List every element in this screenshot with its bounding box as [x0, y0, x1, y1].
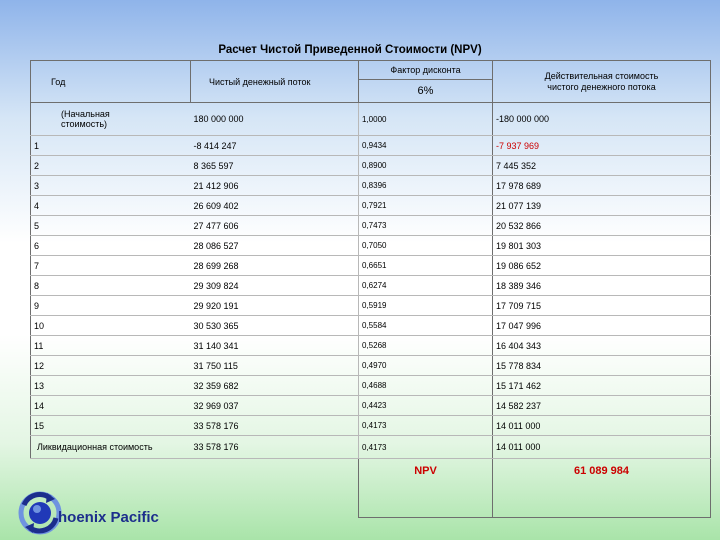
table-row — [31, 356, 711, 376]
present-value-cell: 17 709 715 — [493, 296, 711, 316]
discount-factor-cell: 0,7473 — [359, 216, 493, 236]
year-cell: 3 — [31, 176, 191, 196]
discount-factor-cell: 0,5919 — [359, 296, 493, 316]
cash-flow-cell: 33 578 176 — [191, 416, 359, 436]
table-row — [31, 416, 711, 436]
logo-text: hoenix Pacific — [58, 509, 159, 526]
discount-factor-cell: 0,7050 — [359, 236, 493, 256]
discount-factor-cell: 0,5584 — [359, 316, 493, 336]
discount-factor-cell: 0,4173 — [359, 416, 493, 436]
table-row — [31, 136, 711, 156]
present-value-cell: 19 801 303 — [493, 236, 711, 256]
header-present-value-line1: Действительная стоимость — [544, 70, 659, 81]
discount-factor-cell: 0,8396 — [359, 176, 493, 196]
year-cell: 7 — [31, 256, 191, 276]
present-value-cell: 21 077 139 — [493, 196, 711, 216]
liquidation-row — [31, 436, 711, 459]
initial-present-value: -180 000 000 — [493, 103, 711, 136]
cash-flow-cell: 31 750 115 — [191, 356, 359, 376]
cash-flow-cell: 26 609 402 — [191, 196, 359, 216]
cash-flow-cell: 29 920 191 — [191, 296, 359, 316]
discount-factor-cell: 0,6651 — [359, 256, 493, 276]
table-row — [31, 196, 711, 216]
present-value-cell: 20 532 866 — [493, 216, 711, 236]
npv-value: 61 089 984 — [493, 459, 711, 518]
present-value-cell: 17 047 996 — [493, 316, 711, 336]
table-row — [31, 216, 711, 236]
initial-year-line1: (Начальная — [61, 109, 110, 119]
header-discount-rate: 6% — [359, 80, 493, 103]
discount-factor-cell: 0,4688 — [359, 376, 493, 396]
present-value-cell: 17 978 689 — [493, 176, 711, 196]
cash-flow-cell: 29 309 824 — [191, 276, 359, 296]
table-row — [31, 316, 711, 336]
table-row — [31, 376, 711, 396]
header-present-value — [493, 61, 711, 103]
year-cell: 8 — [31, 276, 191, 296]
year-cell: 1 — [31, 136, 191, 156]
cash-flow-cell: 28 086 527 — [191, 236, 359, 256]
initial-cash-flow: 180 000 000 — [191, 103, 359, 136]
year-cell: 13 — [31, 376, 191, 396]
year-cell: 5 — [31, 216, 191, 236]
year-cell: 2 — [31, 156, 191, 176]
table-row — [31, 336, 711, 356]
table-row — [31, 176, 711, 196]
header-present-value-line2: чистого денежного потока — [547, 81, 656, 92]
table-row — [31, 396, 711, 416]
liquidation-label: Ликвидационная стоимость — [31, 436, 191, 459]
discount-factor-cell: 0,4970 — [359, 356, 493, 376]
year-cell: 15 — [31, 416, 191, 436]
present-value-cell: -7 937 969 — [493, 136, 711, 156]
cash-flow-cell: 8 365 597 — [191, 156, 359, 176]
npv-table — [30, 60, 711, 518]
npv-label: NPV — [359, 459, 493, 518]
present-value-cell: 14 011 000 — [493, 416, 711, 436]
year-cell: 9 — [31, 296, 191, 316]
liquidation-factor: 0,4173 — [359, 436, 493, 459]
present-value-cell: 14 582 237 — [493, 396, 711, 416]
discount-factor-cell: 0,6274 — [359, 276, 493, 296]
discount-factor-cell: 0,8900 — [359, 156, 493, 176]
year-cell: 11 — [31, 336, 191, 356]
initial-factor: 1,0000 — [359, 103, 493, 136]
table-row — [31, 236, 711, 256]
year-cell: 14 — [31, 396, 191, 416]
header-year: Год — [31, 61, 191, 103]
initial-cost-row — [31, 103, 711, 136]
present-value-cell: 15 778 834 — [493, 356, 711, 376]
year-cell: 10 — [31, 316, 191, 336]
table-row — [31, 296, 711, 316]
year-cell: 4 — [31, 196, 191, 216]
present-value-cell: 18 389 346 — [493, 276, 711, 296]
liquidation-present-value: 14 011 000 — [493, 436, 711, 459]
table-row — [31, 156, 711, 176]
header-cash-flow: Чистый денежный поток — [191, 61, 359, 103]
discount-factor-cell: 0,4423 — [359, 396, 493, 416]
page-title: Расчет Чистой Приведенной Стоимости (NPV) — [218, 44, 482, 56]
cash-flow-cell: 21 412 906 — [191, 176, 359, 196]
discount-factor-cell: 0,9434 — [359, 136, 493, 156]
table-row — [31, 256, 711, 276]
header-discount-factor: Фактор дисконта — [359, 61, 493, 80]
discount-factor-cell: 0,7921 — [359, 196, 493, 216]
discount-factor-cell: 0,5268 — [359, 336, 493, 356]
present-value-cell: 7 445 352 — [493, 156, 711, 176]
year-cell: 12 — [31, 356, 191, 376]
cash-flow-cell: 31 140 341 — [191, 336, 359, 356]
cash-flow-cell: -8 414 247 — [191, 136, 359, 156]
initial-year-line2: стоимость) — [61, 119, 108, 129]
year-cell: 6 — [31, 236, 191, 256]
cash-flow-cell: 30 530 365 — [191, 316, 359, 336]
table-row — [31, 276, 711, 296]
initial-year-cell — [31, 103, 191, 136]
present-value-cell: 19 086 652 — [493, 256, 711, 276]
cash-flow-cell: 27 477 606 — [191, 216, 359, 236]
present-value-cell: 15 171 462 — [493, 376, 711, 396]
header-row — [31, 61, 711, 80]
cash-flow-cell: 32 359 682 — [191, 376, 359, 396]
cash-flow-cell: 32 969 037 — [191, 396, 359, 416]
liquidation-cash-flow: 33 578 176 — [191, 436, 359, 459]
present-value-cell: 16 404 343 — [493, 336, 711, 356]
cash-flow-cell: 28 699 268 — [191, 256, 359, 276]
